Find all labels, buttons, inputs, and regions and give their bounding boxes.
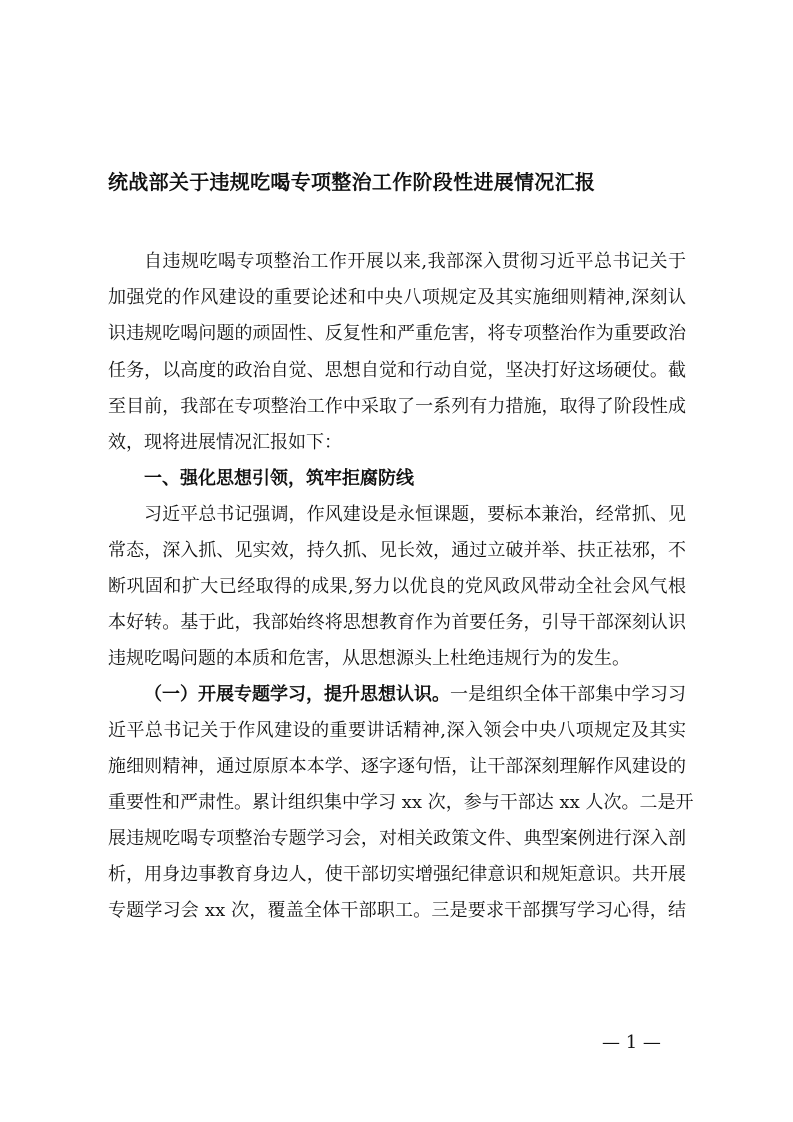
body-line: 近平总书记关于作风建设的重要讲话精神,深入领会中央八项规定及其实 — [108, 720, 686, 741]
body-line: 专题学习会 xx 次，覆盖全体干部职工。三是要求干部撰写学习心得，结 — [108, 900, 686, 921]
document-title: 统战部关于违规吃喝专项整治工作阶段性进展情况汇报 — [108, 170, 596, 194]
body-line: 习近平总书记强调，作风建设是永恒课题，要标本兼治，经常抓、见 — [144, 504, 686, 525]
body-line: 加强党的作风建设的重要论述和中央八项规定及其实施细则精神,深刻认 — [108, 287, 686, 308]
subsection-heading: （一）开展专题学习，提升思想认识。 — [144, 684, 450, 705]
body-text: 一是组织全体干部集中学习习 — [450, 684, 686, 705]
body-line: 识违规吃喝问题的顽固性、反复性和严重危害，将专项整治作为重要政治 — [108, 323, 686, 344]
subsection-line — [144, 683, 686, 707]
section-heading: 一、强化思想引领，筑牢拒腐防线 — [144, 468, 414, 489]
body-line: 析，用身边事教育身边人，使干部切实增强纪律意识和规矩意识。共开展 — [108, 864, 686, 885]
body-line: 断巩固和扩大已经取得的成果,努力以优良的党风政风带动全社会风气根 — [108, 576, 686, 597]
page-number: — 1 — — [602, 1032, 661, 1053]
body-line: 施细则精神，通过原原本本学、逐字逐句悟，让干部深刻理解作风建设的 — [108, 756, 686, 777]
body-line: 本好转。基于此，我部始终将思想教育作为首要任务，引导干部深刻认识 — [108, 612, 686, 633]
body-line: 至目前，我部在专项整治工作中采取了一系列有力措施，取得了阶段性成 — [108, 396, 686, 417]
body-line: 重要性和严肃性。累计组织集中学习 xx 次，参与干部达 xx 人次。二是开 — [108, 792, 694, 813]
body-line: 展违规吃喝专项整治专题学习会，对相关政策文件、典型案例进行深入剖 — [108, 828, 686, 849]
body-line: 效，现将进展情况汇报如下： — [108, 432, 342, 453]
body-line: 常态，深入抓、见实效，持久抓、见长效，通过立破并举、扶正祛邪，不 — [108, 540, 686, 561]
body-line: 违规吃喝问题的本质和危害，从思想源头上杜绝违规行为的发生。 — [108, 648, 630, 669]
body-line: 任务，以高度的政治自觉、思想自觉和行动自觉，坚决打好这场硬仗。截 — [108, 360, 686, 381]
body-line: 自违规吃喝专项整治工作开展以来,我部深入贯彻习近平总书记关于 — [144, 251, 686, 272]
